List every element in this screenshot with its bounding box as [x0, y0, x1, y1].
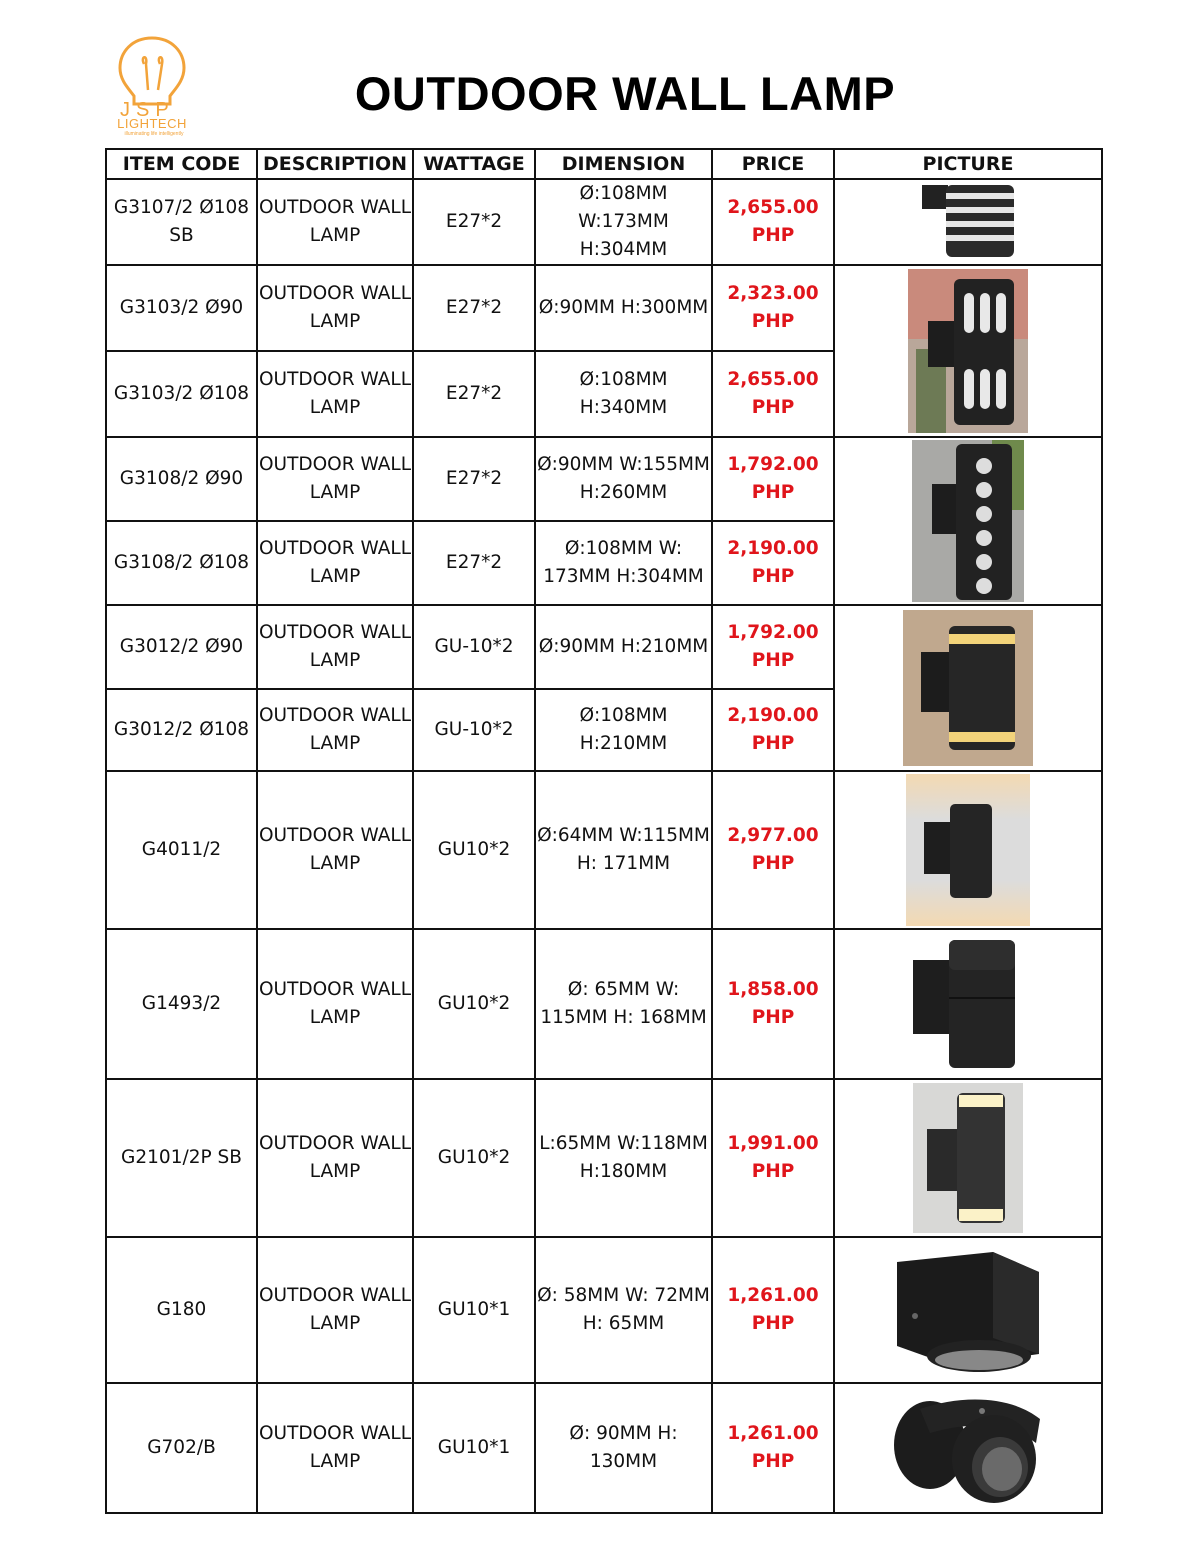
wattage-cell: E27*2 [413, 351, 535, 437]
wattage-cell: GU10*1 [413, 1237, 535, 1383]
price-cell: 1,991.00 PHP [712, 1079, 834, 1237]
description-cell: OUTDOOR WALL LAMP [257, 179, 413, 265]
price-cell: 2,977.00 PHP [712, 771, 834, 929]
svg-text:JSP: JSP [120, 99, 175, 118]
column-header-wattage: WATTAGE [413, 149, 535, 179]
item-code-cell: G1493/2 [106, 929, 257, 1079]
dimension-cell: Ø: 90MM H: 130MM [535, 1383, 712, 1513]
dotted-cylinder-lamp-photo [912, 440, 1024, 602]
up-down-cylinder-lamp-photo [906, 774, 1030, 926]
picture-cell [834, 1079, 1102, 1237]
picture-cell [834, 1237, 1102, 1383]
table-row [106, 437, 1102, 521]
wattage-cell: E27*2 [413, 179, 535, 265]
price-cell: 2,655.00 PHP [712, 179, 834, 265]
item-code-cell: G4011/2 [106, 771, 257, 929]
dimension-cell: Ø:108MM W:173MM H:304MM [535, 179, 712, 265]
dimension-cell: Ø: 58MM W: 72MM H: 65MM [535, 1237, 712, 1383]
description-cell: OUTDOOR WALL LAMP [257, 521, 413, 605]
price-cell: 2,190.00 PHP [712, 521, 834, 605]
dimension-cell: L:65MM W:118MM H:180MM [535, 1079, 712, 1237]
table-row [106, 265, 1102, 351]
dimension-cell: Ø:90MM H:210MM [535, 605, 712, 689]
item-code-cell: G702/B [106, 1383, 257, 1513]
column-header-dimension: DIMENSION [535, 149, 712, 179]
picture-cell [834, 179, 1102, 265]
item-code-cell: G3012/2 Ø108 [106, 689, 257, 771]
table-row [106, 771, 1102, 929]
item-code-cell: G3107/2 Ø108 SB [106, 179, 257, 265]
price-cell: 1,792.00 PHP [712, 605, 834, 689]
wattage-cell: E27*2 [413, 437, 535, 521]
column-header-picture: PICTURE [834, 149, 1102, 179]
description-cell: OUTDOOR WALL LAMP [257, 929, 413, 1079]
description-cell: OUTDOOR WALL LAMP [257, 1383, 413, 1513]
ribbed-cylinder-lamp-photo [909, 934, 1027, 1074]
item-code-cell: G2101/2P SB [106, 1079, 257, 1237]
wattage-cell: E27*2 [413, 521, 535, 605]
price-cell: 2,323.00 PHP [712, 265, 834, 351]
striped-cylinder-lamp-photo [918, 185, 1018, 259]
wattage-cell: GU10*2 [413, 929, 535, 1079]
dimension-cell: Ø:90MM H:300MM [535, 265, 712, 351]
table-row [106, 179, 1102, 265]
price-list-table [105, 148, 1103, 1514]
dimension-cell: Ø: 65MM W: 115MM H: 168MM [535, 929, 712, 1079]
picture-cell [834, 605, 1102, 771]
dimension-cell: Ø:108MM H:340MM [535, 351, 712, 437]
description-cell: OUTDOOR WALL LAMP [257, 605, 413, 689]
description-cell: OUTDOOR WALL LAMP [257, 265, 413, 351]
picture-cell [834, 929, 1102, 1079]
wattage-cell: E27*2 [413, 265, 535, 351]
slotted-cylinder-lamp-photo [908, 269, 1028, 433]
wattage-cell: GU10*1 [413, 1383, 535, 1513]
price-cell: 1,261.00 PHP [712, 1237, 834, 1383]
description-cell: OUTDOOR WALL LAMP [257, 437, 413, 521]
price-cell: 1,858.00 PHP [712, 929, 834, 1079]
wattage-cell: GU-10*2 [413, 689, 535, 771]
glass-ring-cylinder-lamp-photo [903, 610, 1033, 766]
item-code-cell: G180 [106, 1237, 257, 1383]
picture-cell [834, 1383, 1102, 1513]
dimension-cell: Ø:108MM H:210MM [535, 689, 712, 771]
price-cell: 2,190.00 PHP [712, 689, 834, 771]
description-cell: OUTDOOR WALL LAMP [257, 689, 413, 771]
item-code-cell: G3108/2 Ø108 [106, 521, 257, 605]
wattage-cell: GU10*2 [413, 1079, 535, 1237]
lightbulb-logo-icon [114, 34, 190, 118]
item-code-cell: G3012/2 Ø90 [106, 605, 257, 689]
description-cell: OUTDOOR WALL LAMP [257, 1237, 413, 1383]
table-row [106, 929, 1102, 1079]
column-header-description: DESCRIPTION [257, 149, 413, 179]
price-cell: 1,261.00 PHP [712, 1383, 834, 1513]
table-row [106, 1079, 1102, 1237]
dimension-cell: Ø:90MM W:155MM H:260MM [535, 437, 712, 521]
wattage-cell: GU10*2 [413, 771, 535, 929]
price-cell: 1,792.00 PHP [712, 437, 834, 521]
dimension-cell: Ø:108MM W: 173MM H:304MM [535, 521, 712, 605]
description-cell: OUTDOOR WALL LAMP [257, 351, 413, 437]
picture-cell [834, 771, 1102, 929]
square-box-lamp-photo [893, 1242, 1043, 1378]
item-code-cell: G3103/2 Ø90 [106, 265, 257, 351]
description-cell: OUTDOOR WALL LAMP [257, 771, 413, 929]
price-cell: 2,655.00 PHP [712, 351, 834, 437]
table-header-row [106, 149, 1102, 179]
logo-tagline: illuminating life intelligently [124, 131, 184, 137]
picture-cell [834, 437, 1102, 605]
column-header-item-code: ITEM CODE [106, 149, 257, 179]
wattage-cell: GU-10*2 [413, 605, 535, 689]
page-title: OUTDOOR WALL LAMP [354, 67, 896, 120]
logo-brand-text: LIGHTECH [117, 116, 187, 131]
table-row [106, 605, 1102, 689]
glowing-cylinder-lamp-photo [913, 1083, 1023, 1233]
item-code-cell: G3103/2 Ø108 [106, 351, 257, 437]
description-cell: OUTDOOR WALL LAMP [257, 1079, 413, 1237]
adjustable-spot-lamp-photo [890, 1389, 1046, 1507]
company-logo [104, 34, 200, 142]
column-header-price: PRICE [712, 149, 834, 179]
item-code-cell: G3108/2 Ø90 [106, 437, 257, 521]
table-row [106, 1237, 1102, 1383]
table-row [106, 1383, 1102, 1513]
picture-cell [834, 265, 1102, 437]
dimension-cell: Ø:64MM W:115MM H: 171MM [535, 771, 712, 929]
